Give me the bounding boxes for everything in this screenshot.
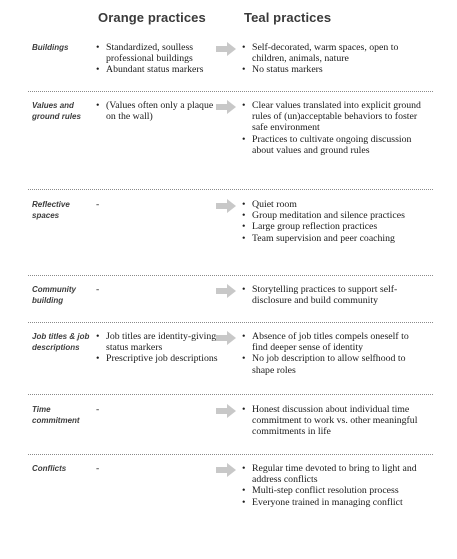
teal-practices-cell: [242, 404, 422, 438]
list-item: • No status markers: [242, 64, 323, 76]
row-label: Conflicts: [32, 464, 67, 473]
row-divider: [28, 91, 433, 92]
list-item: • Team supervision and peer coaching: [242, 232, 395, 244]
list-item: • Everyone trained in managing conflict: [242, 496, 403, 508]
empty-cell-dash: -: [96, 284, 100, 295]
row-label: Reflective spaces: [32, 200, 70, 220]
list-item: • Prescriptive job descriptions: [96, 353, 218, 365]
empty-cell-dash: -: [96, 463, 100, 474]
row-divider: [28, 189, 433, 190]
right-arrow-icon: [216, 100, 236, 114]
orange-practices-cell: [96, 199, 218, 210]
row-divider: [28, 322, 433, 323]
row-label: Community building: [32, 285, 76, 305]
orange-practices-cell: [96, 100, 218, 122]
list-item: • Multi-step conflict resolution process: [242, 485, 399, 497]
row-divider: [28, 454, 433, 455]
right-arrow-icon: [216, 284, 236, 298]
row-label: Values and ground rules: [32, 101, 81, 121]
list-item: • Regular time devoted to bring to light and address conflicts: [242, 463, 417, 486]
orange-practices-cell: [96, 404, 218, 415]
list-item: • Job titles are identity-giving status markers: [96, 331, 217, 354]
right-arrow-icon: [216, 463, 236, 477]
list-item: • No job description to allow selfhood to shape roles: [242, 353, 406, 376]
teal-practices-cell: [242, 331, 422, 376]
list-item: • Standardized, soulless professional buildings: [96, 42, 194, 65]
list-item: • Group meditation and silence practices: [242, 210, 405, 222]
row-divider: [28, 394, 433, 395]
teal-practices-header: Teal practices: [244, 10, 332, 25]
teal-practices-cell: [242, 284, 422, 306]
list-item: • Practices to cultivate ongoing discussion about values and ground rules: [242, 133, 412, 156]
row-divider: [28, 275, 433, 276]
list-item: • Self-decorated, warm spaces, open to children, animals, nature: [242, 42, 399, 65]
row-label: Buildings: [32, 43, 69, 52]
row-label: Time commitment: [32, 405, 80, 425]
empty-cell-dash: -: [96, 199, 100, 210]
teal-practices-cell: [242, 100, 422, 156]
list-item: • Clear values translated into explicit ground rules of (un)acceptable behaviors to foster safe environment: [242, 100, 421, 134]
teal-practices-cell: [242, 199, 422, 244]
row-label: Job titles & job descriptions: [32, 332, 90, 352]
right-arrow-icon: [216, 331, 236, 345]
orange-practices-cell: [96, 42, 218, 76]
orange-practices-cell: [96, 331, 218, 365]
right-arrow-icon: [216, 199, 236, 213]
orange-practices-cell: [96, 463, 218, 474]
right-arrow-icon: [216, 404, 236, 418]
right-arrow-icon: [216, 42, 236, 56]
list-item: • Large group reflection practices: [242, 221, 378, 233]
orange-practices-cell: [96, 284, 218, 295]
teal-practices-cell: [242, 42, 422, 76]
list-item: • Abundant status markers: [96, 64, 204, 76]
orange-practices-header: Orange practices: [98, 10, 206, 25]
empty-cell-dash: -: [96, 404, 100, 415]
teal-practices-cell: [242, 463, 422, 508]
list-item: • (Values often only a plaque on the wall): [96, 100, 214, 123]
list-item: • Quiet room: [242, 199, 297, 210]
list-item: • Honest discussion about individual time commitment to work vs. other meaningful commitments in life: [242, 404, 418, 438]
list-item: • Absence of job titles compels oneself to find deeper sense of identity: [242, 331, 409, 354]
list-item: • Storytelling practices to support self-disclosure and build community: [242, 284, 398, 307]
